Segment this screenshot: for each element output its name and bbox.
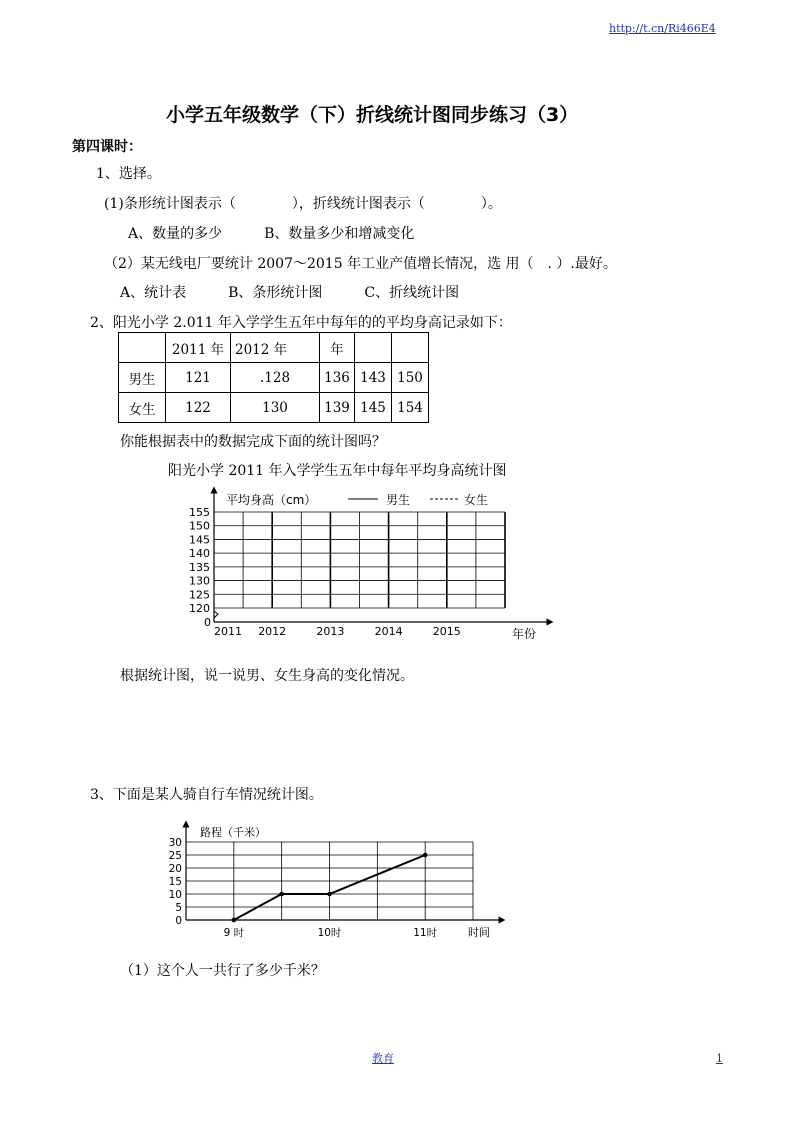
chart1-y-tick-label: 130 [189, 574, 210, 588]
table-cell: 男生 [119, 363, 166, 393]
chart1-title: 阳光小学 2011 年入学学生五年中每年平均身高统计图 [168, 463, 507, 479]
table-cell: 139 [320, 393, 355, 423]
table-cell: 145 [355, 393, 392, 423]
table-cell [355, 333, 392, 363]
distance-data-point [327, 892, 332, 897]
bike-distance-chart [160, 818, 510, 944]
height-table [118, 332, 429, 423]
table-cell: 150 [392, 363, 429, 393]
table-cell: 年 [320, 333, 355, 363]
legend-boy-label: 男生 [386, 493, 411, 507]
chart2-tick-labels [169, 837, 438, 939]
chart1-x-tick-label: 2014 [374, 625, 403, 638]
chart1-y-tick-label: 120 [189, 602, 210, 615]
chart2-gridlines [186, 842, 473, 920]
q2-question: 根据统计图，说一说男、女生身高的变化情况。 [120, 668, 414, 684]
chart1-xlabel: 年份 [512, 627, 537, 641]
chart2-x-tick-label: 9 时 [223, 927, 245, 939]
table-cell: 2011 年 [166, 333, 231, 363]
table-cell: 122 [166, 393, 231, 423]
distance-data-point [232, 918, 237, 923]
chart1-x-tick-label: 2013 [316, 625, 345, 638]
table-cell: 121 [166, 363, 231, 393]
chart1-y-tick-label: 140 [189, 547, 210, 561]
chart2-y-tick-label: 10 [168, 889, 182, 901]
chart1-gridlines [214, 512, 505, 608]
height-grid-chart [180, 484, 560, 644]
table-cell: 女生 [119, 393, 166, 423]
chart1-x-tick-label: 2015 [432, 625, 461, 638]
q3-heading: 3、下面是某人骑自行车情况统计图。 [90, 787, 323, 803]
table-cell: .128 [231, 363, 320, 393]
chart1-y-tick-label: 145 [189, 533, 210, 547]
chart2-y-tick-label: 30 [168, 837, 182, 849]
chart2-y-tick-label: 20 [168, 863, 182, 875]
table-cell: 154 [392, 393, 429, 423]
q1-part2: （2）某无线电厂要统计 2007～2015 年工业产值增长情况，选 用（ . ）.最好。 [104, 256, 617, 272]
table-cell: 130 [231, 393, 320, 423]
chart2-x-tick-label: 11时 [413, 927, 438, 939]
q1-part1: (1)条形统计图表示（ ），折线统计图表示（ ）。 [104, 196, 502, 212]
q3-question: （1）这个人一共行了多少千米？ [120, 963, 325, 979]
chart1-zero: 0 [204, 616, 211, 629]
chart2-x-tick-label: 10时 [317, 927, 342, 939]
chart1-y-tick-label: 150 [189, 519, 210, 533]
lesson-label: 第四课时： [72, 139, 142, 155]
table-cell: 136 [320, 363, 355, 393]
chart1-y-tick-label: 135 [189, 560, 210, 574]
chart1-y-tick-label: 125 [189, 588, 210, 602]
chart2-y-tick-label: 5 [175, 902, 182, 914]
distance-data-point [423, 853, 428, 858]
page-title: 小学五年级数学（下）折线统计图同步练习（3） [166, 104, 579, 126]
chart1-ylabel: 平均身高（cm） [226, 493, 317, 507]
page-number: 1 [716, 1052, 723, 1065]
footer-center-link[interactable]: 教育 [372, 1052, 394, 1065]
legend-girl-label: 女生 [464, 493, 489, 507]
header-link[interactable]: http://t.cn/Ri466E4 [609, 22, 716, 35]
table-cell [119, 333, 166, 363]
chart1-y-tick-label: 155 [189, 506, 210, 519]
chart1-x-tick-label: 2011 [214, 625, 242, 638]
q2-prompt: 你能根据表中的数据完成下面的统计图吗？ [120, 434, 386, 450]
table-header-row [119, 333, 429, 363]
table-cell [392, 333, 429, 363]
distance-data-point [279, 892, 284, 897]
chart2-xlabel: 时间 [468, 926, 490, 939]
chart2-ylabel: 路程（千米） [200, 826, 266, 839]
table-cell: 143 [355, 363, 392, 393]
q1-part2-options: A、统计表 B、条形统计图 C、折线统计图 [120, 285, 460, 301]
q2-heading: 2、阳光小学 2.011 年入学学生五年中每年的的平均身高记录如下： [90, 315, 512, 331]
q1-part1-options: A、数量的多少 B、数量多少和增减变化 [128, 226, 415, 242]
chart2-y-tick-label: 15 [168, 876, 182, 888]
chart2-y-tick-label: 0 [175, 915, 182, 927]
table-cell: 2012 年 [231, 333, 320, 363]
chart2-y-tick-label: 25 [168, 850, 182, 862]
chart1-x-tick-label: 2012 [258, 625, 287, 638]
axis-break-mark [214, 611, 218, 618]
table-row [119, 393, 429, 423]
table-row [119, 363, 429, 393]
q1-heading: 1、选择。 [96, 166, 161, 182]
